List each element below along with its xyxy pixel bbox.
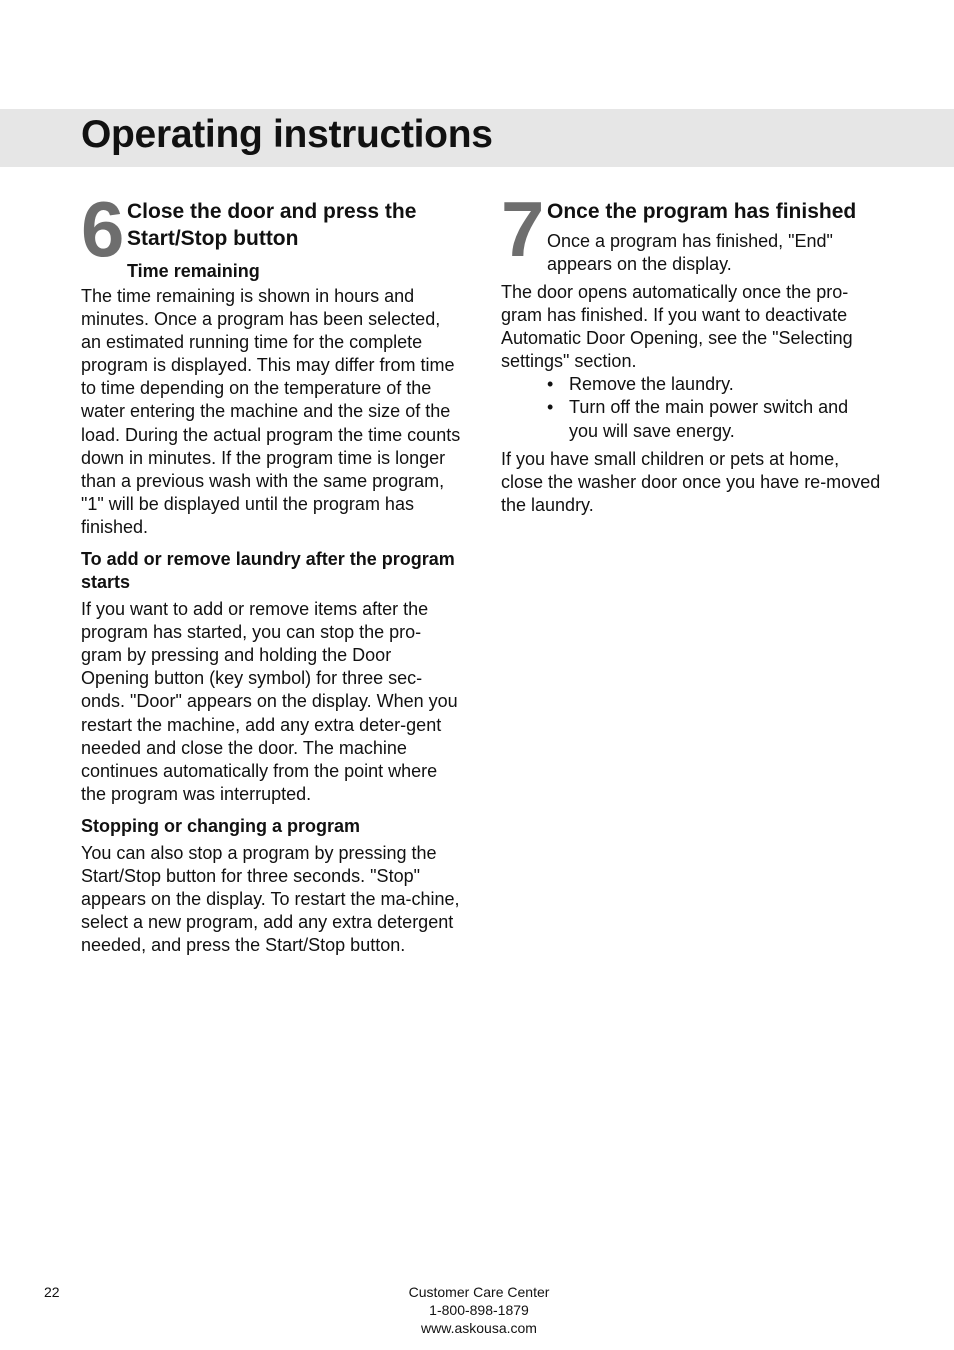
footer-contact bbox=[379, 1283, 579, 1337]
stopping-program-paragraph: You can also stop a program by pressing the Start/Stop button for three seconds. "Stop" appears on the display. To restart the ma-chine, select a new program, add any extra detergent needed, and press the Start/Stop button. bbox=[81, 842, 460, 956]
door-opens-paragraph: The door opens automatically once the pro-gram has finished. If you want to deactivate Automatic Door Opening, see the "Selecting settings" section. bbox=[501, 282, 853, 372]
step-6-section bbox=[81, 185, 461, 957]
step-7-bullet-list bbox=[501, 373, 881, 442]
stopping-program-heading: Stopping or changing a program bbox=[81, 815, 360, 836]
step-7-section bbox=[501, 185, 881, 517]
customer-care-website: www.askousa.com bbox=[421, 1320, 537, 1336]
bullet-text: Remove the laundry. bbox=[569, 374, 734, 395]
customer-care-phone: 1-800-898-1879 bbox=[429, 1302, 529, 1318]
step-7-title: Once the program has finished bbox=[547, 200, 857, 223]
bullet-icon: • bbox=[547, 374, 554, 395]
step-7-intro: Once a program has finished, "End" appears on the display. bbox=[547, 231, 833, 274]
add-remove-laundry-paragraph: If you want to add or remove items after the program has started, you can stop the pro-gram by pressing and holding the Door Opening button (key symbol) for three sec-onds. "Door" appears on the display. When you restart the machine, add any extra deter-gent needed and close the door. The machine continues automatically from the point where the program was interrupted. bbox=[81, 599, 458, 804]
bullet-icon: • bbox=[547, 397, 554, 418]
list-item bbox=[547, 396, 881, 442]
step-7-number: 7 bbox=[501, 185, 543, 273]
page-title: Operating instructions bbox=[81, 113, 493, 156]
step-6-number: 6 bbox=[81, 185, 123, 273]
page-number: 22 bbox=[44, 1284, 60, 1300]
customer-care-label: Customer Care Center bbox=[408, 1284, 550, 1300]
time-remaining-heading: Time remaining bbox=[127, 261, 260, 281]
step-6-title: Close the door and press the Start/Stop button bbox=[127, 200, 417, 250]
time-remaining-paragraph: The time remaining is shown in hours and minutes. Once a program has been selected, an estimated running time for the complete program is displayed. This may differ from time to time depending on the temperature of the water entering the machine and the size of the load. During the actual program the time counts down in minutes. If the program time is longer than a previous wash with the same program, "1" will be displayed until the program has finished. bbox=[81, 286, 461, 537]
bullet-text: Turn off the main power switch and you will save energy. bbox=[569, 397, 849, 441]
add-remove-laundry-heading: To add or remove laundry after the program starts bbox=[81, 549, 455, 593]
list-item bbox=[547, 373, 881, 396]
step-6-header bbox=[81, 185, 461, 283]
step-7-header bbox=[501, 185, 881, 276]
children-pets-paragraph: If you have small children or pets at home, close the washer door once you have re-moved the laundry. bbox=[501, 448, 881, 515]
